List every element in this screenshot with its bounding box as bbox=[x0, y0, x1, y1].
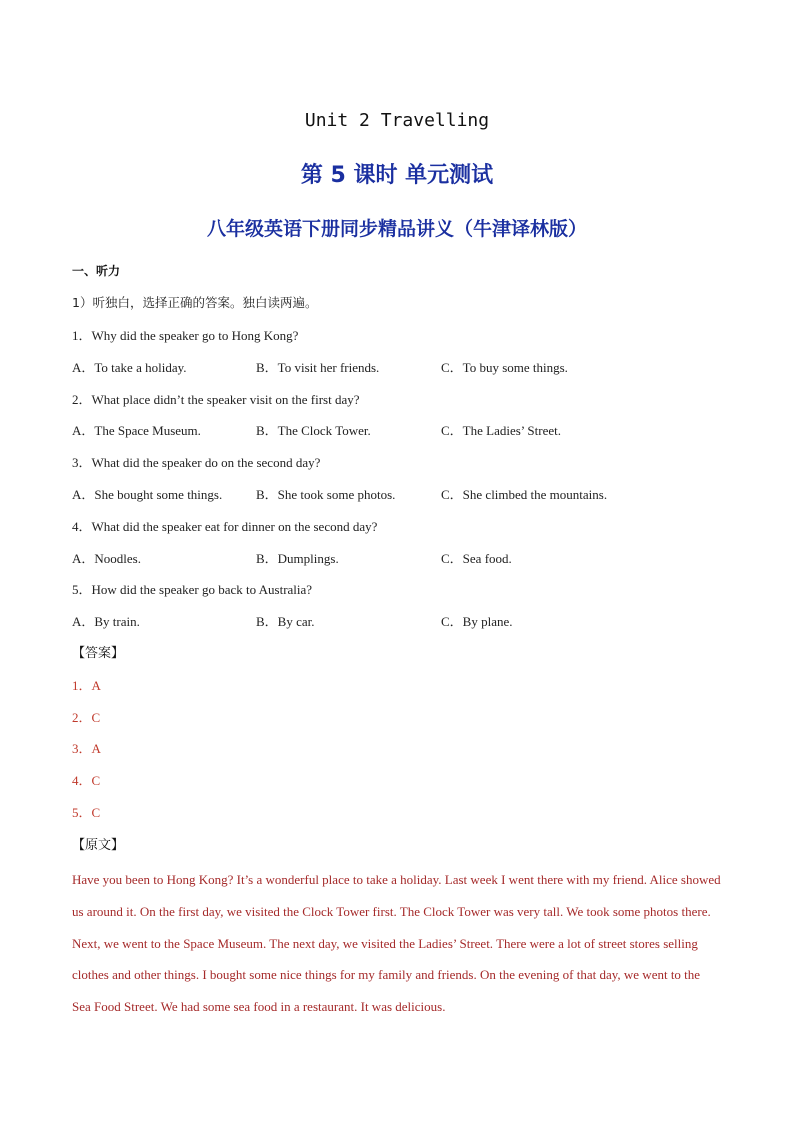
option-c: C．To buy some things. bbox=[441, 360, 568, 375]
question-stem: 4．What did the speaker eat for dinner on the second day? bbox=[72, 519, 378, 534]
transcript-label: 【原文】 bbox=[72, 838, 125, 853]
option-b: B．The Clock Tower. bbox=[256, 423, 371, 438]
option-c: C．Sea food. bbox=[441, 551, 512, 566]
option-b: B．By car. bbox=[256, 614, 315, 629]
answer-item: 1．A bbox=[72, 678, 101, 693]
section-heading: 一、听力 bbox=[72, 264, 121, 278]
option-a: A．Noodles. bbox=[72, 551, 141, 566]
question-stem: 3．What did the speaker do on the second day? bbox=[72, 455, 321, 470]
question-stem: 5．How did the speaker go back to Australia? bbox=[72, 582, 313, 597]
option-c: C．By plane. bbox=[441, 614, 513, 629]
series-title: 八年级英语下册同步精品讲义（牛津译林版） bbox=[206, 218, 587, 240]
option-c: C．She climbed the mountains. bbox=[441, 487, 608, 502]
option-c: C．The Ladies’ Street. bbox=[441, 423, 561, 438]
option-a: A．By train. bbox=[72, 614, 140, 629]
lesson-title: 第 5 课时 单元测试 bbox=[300, 163, 494, 188]
option-b: B．She took some photos. bbox=[256, 487, 396, 502]
option-a: A．She bought some things. bbox=[72, 487, 223, 502]
unit-title: Unit 2 Travelling bbox=[304, 110, 490, 131]
answer-label: 【答案】 bbox=[72, 646, 125, 661]
answer-item: 3．A bbox=[72, 741, 101, 756]
instruction: 1）听独白，选择正确的答案。独白读两遍。 bbox=[72, 295, 318, 310]
option-a: A．The Space Museum. bbox=[72, 423, 201, 438]
answer-item: 4．C bbox=[72, 773, 101, 788]
transcript-text: Have you been to Hong Kong? It’s a wonderful place to take a holiday. Last week I went there with my friend. Alice showed us around it. On the first day, we visited the Clock Tower first. The Clock Tower was very tall. We took some photos there. Next, we went to the Space Museum. The next day, we visited the Ladies’ Street. There were a lot of street stores selling clothes and other things. I bought some nice things for my family and friends. On the evening of that day, we went to the Sea Food Street. We had some sea food in a restaurant. It was delicious. bbox=[72, 872, 721, 1015]
option-a: A．To take a holiday. bbox=[72, 360, 187, 375]
question-stem: 1．Why did the speaker go to Hong Kong? bbox=[72, 328, 299, 343]
answer-item: 5．C bbox=[72, 805, 101, 820]
option-b: B．To visit her friends. bbox=[256, 360, 380, 375]
answer-item: 2．C bbox=[72, 710, 101, 725]
question-stem: 2．What place didn’t the speaker visit on the first day? bbox=[72, 392, 360, 407]
option-b: B．Dumplings. bbox=[256, 551, 339, 566]
